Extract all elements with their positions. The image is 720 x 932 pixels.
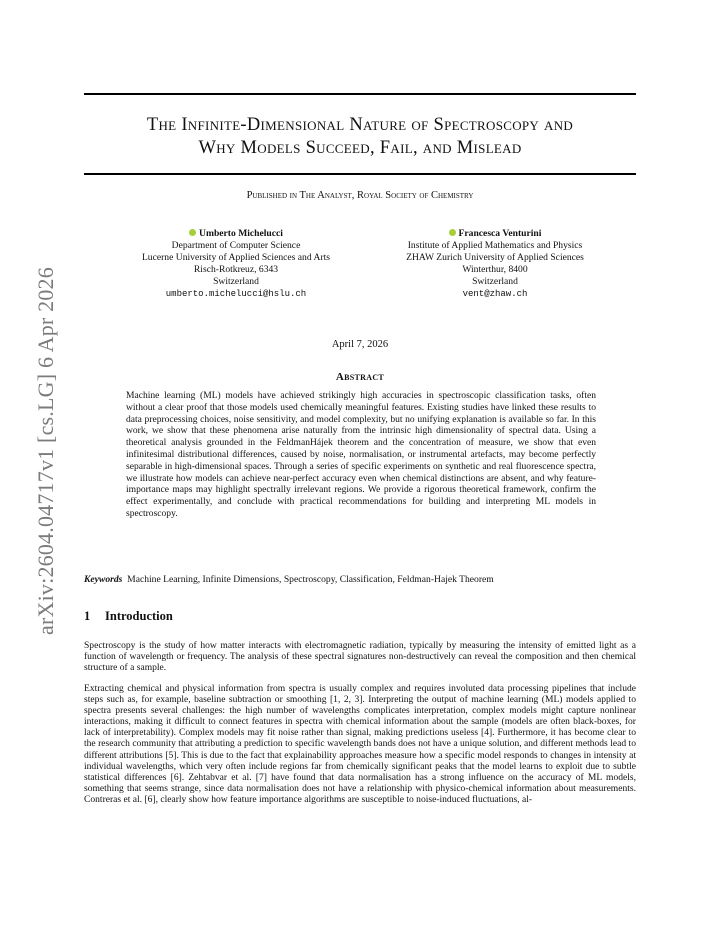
- paper-title: [84, 114, 636, 160]
- abstract-heading: Abstract: [335, 371, 385, 383]
- keywords-line: [84, 574, 636, 585]
- orcid-icon[interactable]: [449, 229, 456, 236]
- author-email[interactable]: vent@zhaw.ch: [462, 289, 528, 299]
- author-institution: ZHAW Zurich University of Applied Sciences: [406, 252, 584, 263]
- orcid-icon[interactable]: [189, 229, 196, 236]
- body-paragraph: Extracting chemical and physical information from spectra is usually complex and requires involuted data processing pipelines that include steps such as, for example, baseline subtraction or smoothing [1, 2, 3]. Interpreting the output of machine learning (ML) models applied to spectra presents several challenges: the high number of wavelengths complicates interpretation, complex models might capture nonlinear interactions, making it difficult to connect features in spectra with chemical information about the sample (models are often black-boxes, for lack of interpretability). Complex models may fit noise rather than signal, making predictions useless [4]. Furthermore, it has become clear to the research community that attributing a prediction to specific wavelength bands does not have a unique solution, and different methods lead to different attributions [5]. This is due to the fact that explainability approaches measure how a specific model responds to changes in intensity at individual wavelengths, which very often include regions far from chemically significant peaks that the model learns to exploit due to subtle statistical differences [6]. Zehtabvar et al. [7] have found that data normalisation has a strong influence on the accuracy of ML models, something that seems strange, since data normalisation does not have a relationship with physico-chemical information about measurements. Contreras et al. [6], clearly show how feature importance algorithms are susceptible to noise-induced fluctuations, al-: [84, 683, 636, 805]
- title-line-2: Why Models Succeed, Fail, and Mislead: [198, 138, 522, 158]
- section-title: Introduction: [105, 609, 173, 623]
- author-institution: Lucerne University of Applied Sciences and Arts: [141, 252, 331, 263]
- body-paragraph: Spectroscopy is the study of how matter interacts with electromagnetic radiation, typically by measuring the intensity of emitted light as a function of wavelength or frequency. The analysis of these spectral signatures non-destructively can reveal the composition and then chemical structure of a sample.: [84, 640, 636, 674]
- title-line-1: The Infinite-Dimensional Nature of Spectroscopy and: [146, 115, 574, 135]
- title-bottom-rule: [84, 173, 636, 175]
- section-heading: [84, 609, 173, 624]
- keywords-list: Machine Learning, Infinite Dimensions, Spectroscopy, Classification, Feldman-Hajek Theorem: [127, 574, 494, 585]
- title-top-rule: [84, 93, 636, 95]
- publication-venue: Published in The Analyst, Royal Society of Chemistry: [246, 190, 474, 201]
- author-city: Winterthur, 8400: [462, 264, 528, 275]
- keywords-label: Keywords: [84, 574, 123, 585]
- paper-date: April 7, 2026: [331, 339, 389, 350]
- author-department: Department of Computer Science: [171, 240, 301, 251]
- author-city: Risch-Rotkreuz, 6343: [193, 264, 279, 275]
- abstract-text: Machine learning (ML) models have achieved strikingly high accuracies in spectroscopic classification tasks, often without a clear proof that those models used chemically meaningful features. Existing studies have linked these results to data preprocessing choices, noise sensitivity, and model complexity, but no unifying explanation is available so far. In this work, we show that these phenomena arise naturally from the intrinsic high dimensionality of spectral data. Using a theoretical analysis grounded in the FeldmanHájek theorem and the concentration of measure, we show that even infinitesimal distributional differences, caused by noise, normalisation, or instrumental artefacts, may become perfectly separable in high-dimensional spaces. Through a series of specific experiments on synthetic and real fluorescence spectra, we illustrate how models can achieve near-perfect accuracy even when chemical distinctions are absent, and why feature-importance maps may highlight spectrally irrelevant regions. We provide a rigorous theoretical framework, confirm the effect experimentally, and conclude with practical recommendations for building and interpreting ML models in spectroscopy.: [126, 390, 596, 519]
- arxiv-identifier-stamp: arXiv:2604.04717v1 [cs.LG] 6 Apr 2026: [33, 267, 58, 635]
- author-name-text: Umberto Michelucci: [199, 228, 283, 239]
- author-block-2: [364, 228, 626, 300]
- author-country: Switzerland: [472, 276, 518, 287]
- section-number: 1: [84, 609, 91, 623]
- author-block-1: [106, 228, 366, 300]
- author-country: Switzerland: [213, 276, 259, 287]
- author-name: [364, 228, 626, 240]
- author-name-text: Francesca Venturini: [458, 228, 542, 239]
- author-email[interactable]: umberto.michelucci@hslu.ch: [165, 289, 307, 299]
- author-name: [106, 228, 366, 240]
- author-department: Institute of Applied Mathematics and Physics: [407, 240, 583, 251]
